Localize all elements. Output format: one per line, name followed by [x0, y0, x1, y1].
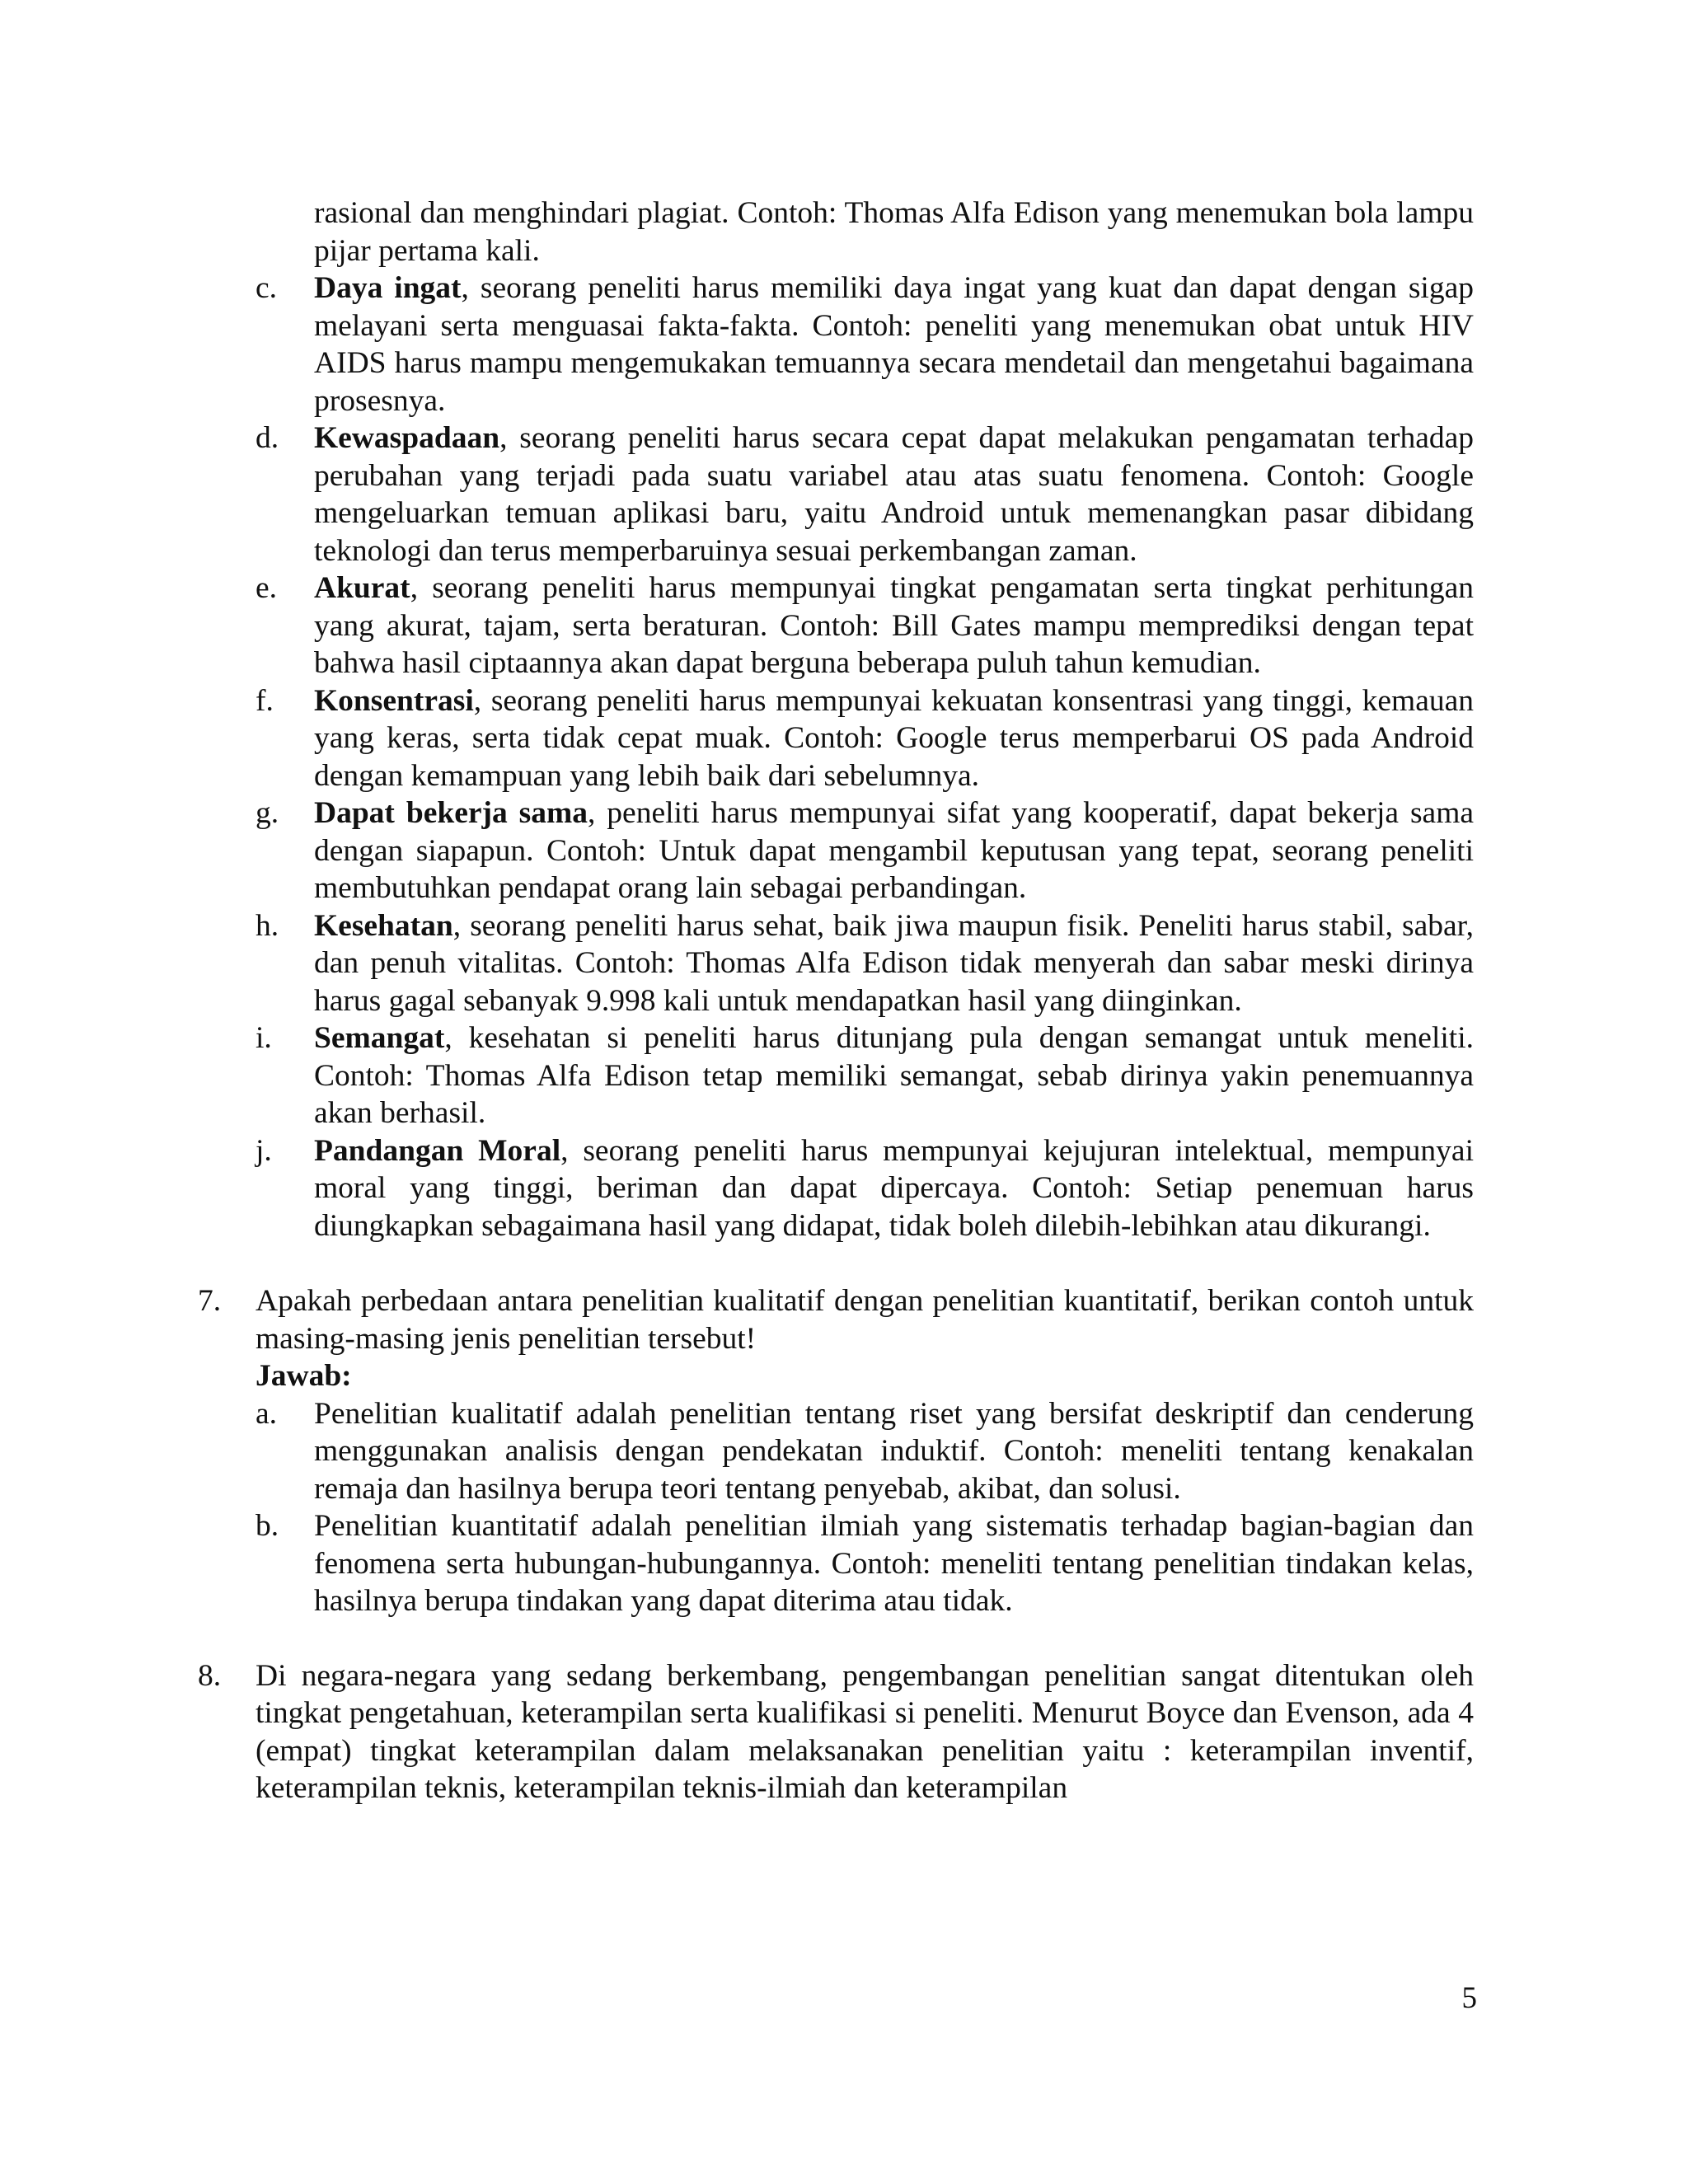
question-text: Di negara-negara yang sedang berkembang, pengembangan penelitian sangat ditentukan oleh tingkat pengetahuan, keterampilan serta kualifikasi si peneliti. Menurut Boyce dan Evenson, ada 4 (empat) tingkat keterampilan dalam melaksanakan penelitian yaitu : keterampilan inventif, keterampilan teknis, keterampilan teknis-ilmiah dan keterampilan [256, 1658, 1474, 1805]
question-7 [198, 1282, 1474, 1620]
item-description: , kesehatan si peneliti harus ditunjang pula dengan semangat untuk meneliti. Contoh: Thomas Alfa Edison tetap memiliki semangat, sebab dirinya yakin penemuannya akan berhasil. [314, 1021, 1474, 1130]
item-marker: a. [256, 1396, 278, 1431]
list-item-i [198, 1019, 1474, 1132]
item-term: Daya ingat [314, 271, 462, 305]
list-item-f [198, 682, 1474, 795]
item-marker: e. [256, 571, 278, 605]
item-marker: d. [256, 421, 279, 455]
item-text [314, 907, 1474, 1020]
item-marker: g. [256, 796, 279, 830]
list-item-d [198, 419, 1474, 569]
list-item-j [198, 1132, 1474, 1245]
item-term: Dapat bekerja sama [314, 796, 588, 830]
item-marker: f. [256, 683, 274, 718]
item-text [314, 1019, 1474, 1132]
question-text: Apakah perbedaan antara penelitian kualitatif dengan penelitian kuantitatif, berikan contoh untuk masing-masing jenis penelitian tersebut! [256, 1284, 1474, 1356]
item-text [314, 794, 1474, 907]
item-marker: j. [256, 1133, 272, 1168]
item-description: , peneliti harus mempunyai sifat yang kooperatif, dapat bekerja sama dengan siapapun. Contoh: Untuk dapat mengambil keputusan yang tepat, seorang peneliti membutuhkan pendapat orang lain sebagai perbandingan. [314, 796, 1475, 905]
item-term: Semangat [314, 1021, 445, 1055]
page-number: 5 [1461, 1981, 1477, 2015]
item-description: , seorang peneliti harus memiliki daya ingat yang kuat dan dapat dengan sigap melayani serta menguasai fakta-fakta. Contoh: peneliti yang menemukan obat untuk HIV AIDS harus mampu mengemukakan temuannya secara mendetail dan mengetahui bagaimana prosesnya. [314, 271, 1474, 418]
item-text [314, 1132, 1474, 1245]
item-description: , seorang peneliti harus mempunyai kekuatan konsentrasi yang tinggi, kemauan yang keras, serta tidak cepat muak. Contoh: Google terus memperbarui OS pada Android dengan kemampuan yang lebih baik dari sebelumnya. [314, 683, 1474, 793]
question-8 [198, 1657, 1474, 1807]
item-marker: h. [256, 908, 279, 943]
continuation-text: rasional dan menghindari plagiat. Contoh: Thomas Alfa Edison yang menemukan bola lampu pijar pertama kali. [314, 196, 1474, 268]
item-term: Akurat [314, 571, 410, 605]
answer-text: Penelitian kuantitatif adalah penelitian ilmiah yang sistematis terhadap bagian-bagian dan fenomena serta hubungan-hubungannya. Contoh: meneliti tentang penelitian tindakan kelas, hasilnya berupa tindakan yang dapat diterima atau tidak. [314, 1509, 1474, 1618]
item-term: Kesehatan [314, 908, 453, 943]
item-marker: b. [256, 1509, 279, 1543]
continuation-paragraph [198, 194, 1474, 269]
question-number: 7. [198, 1284, 222, 1318]
item-description: , seorang peneliti harus mempunyai tingkat pengamatan serta tingkat perhitungan yang akurat, tajam, serta beraturan. Contoh: Bill Gates mampu memprediksi dengan tepat bahwa hasil ciptaannya akan dapat berguna beberapa puluh tahun kemudian. [314, 571, 1474, 680]
item-marker: i. [256, 1021, 272, 1055]
item-marker: c. [256, 271, 278, 305]
item-term: Pandangan Moral [314, 1133, 561, 1168]
question-number: 8. [198, 1658, 222, 1693]
answer-text: Penelitian kualitatif adalah penelitian tentang riset yang bersifat deskriptif dan cenderung menggunakan analisis dengan pendekatan induktif. Contoh: meneliti tentang kenakalan remaja dan hasilnya berupa teori tentang penyebab, akibat, dan solusi. [314, 1396, 1474, 1506]
answer-label: Jawab: [256, 1359, 352, 1393]
item-description: , seorang peneliti harus mempunyai kejujuran intelektual, mempunyai moral yang tinggi, beriman dan dapat dipercaya. Contoh: Setiap penemuan harus diungkapkan sebagaimana hasil yang didapat, tidak boleh dilebih-lebihkan atau dikurangi. [314, 1133, 1474, 1243]
item-description: , seorang peneliti harus secara cepat dapat melakukan pengamatan terhadap perubahan yang terjadi pada suatu variabel atau atas suatu fenomena. Contoh: Google mengeluarkan temuan aplikasi baru, yaitu Android untuk memenangkan pasar dibidang teknologi dan terus memperbaruinya sesuai perkembangan zaman. [314, 421, 1474, 568]
answer-item-b [198, 1507, 1474, 1620]
answer-item-a [198, 1395, 1474, 1508]
item-term: Konsentrasi [314, 683, 474, 718]
item-text [314, 269, 1474, 419]
list-item-h [198, 907, 1474, 1020]
list-item-g [198, 794, 1474, 907]
page-content [198, 194, 1474, 1807]
list-item-c [198, 269, 1474, 419]
list-item-e [198, 569, 1474, 682]
item-term: Kewaspadaan [314, 421, 500, 455]
item-description: , seorang peneliti harus sehat, baik jiwa maupun fisik. Peneliti harus stabil, sabar, dan penuh vitalitas. Contoh: Thomas Alfa Edison tidak menyerah dan sabar meski dirinya harus gagal sebanyak 9.998 kali untuk mendapatkan hasil yang diinginkan. [314, 908, 1474, 1018]
item-text [314, 682, 1474, 795]
item-text [314, 569, 1474, 682]
item-text [314, 419, 1474, 569]
